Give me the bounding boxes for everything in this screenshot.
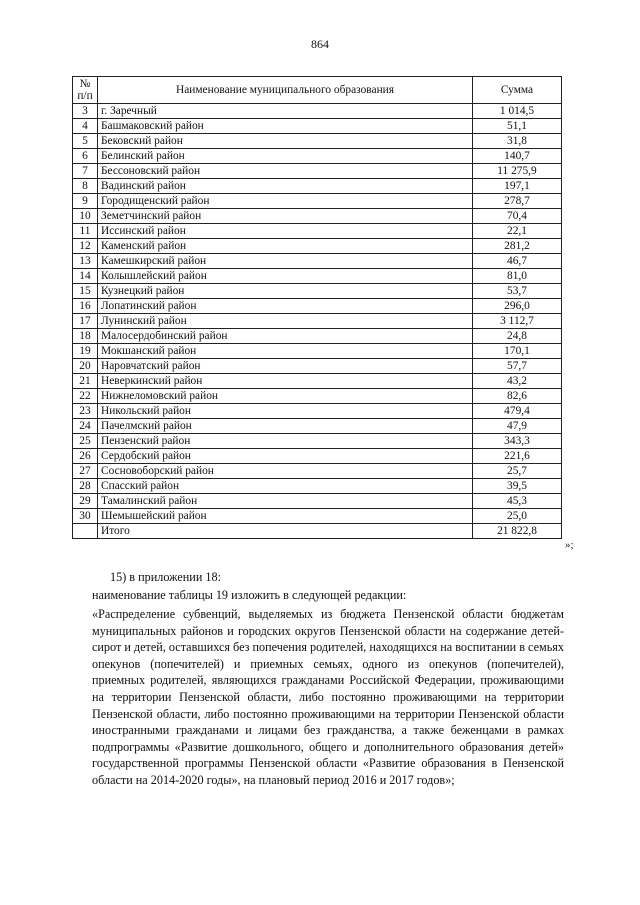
table-row <box>73 284 562 299</box>
row-number: 11 <box>73 224 98 239</box>
table-row <box>73 134 562 149</box>
table-row <box>73 434 562 449</box>
row-number: 3 <box>73 104 98 119</box>
table-row <box>73 314 562 329</box>
item-heading: 15) в приложении 18: <box>110 570 221 584</box>
table-row <box>73 104 562 119</box>
row-number: 29 <box>73 494 98 509</box>
row-sum: 3 112,7 <box>473 314 562 329</box>
row-sum: 31,8 <box>473 134 562 149</box>
municipality-name: Вадинский район <box>98 179 473 194</box>
row-number: 26 <box>73 449 98 464</box>
municipality-name: Малосердобинский район <box>98 329 473 344</box>
table-header-row <box>73 77 562 104</box>
municipality-name: г. Заречный <box>98 104 473 119</box>
row-number: 19 <box>73 344 98 359</box>
row-sum: 197,1 <box>473 179 562 194</box>
table-row <box>73 299 562 314</box>
row-number: 12 <box>73 239 98 254</box>
row-sum: 24,8 <box>473 329 562 344</box>
table-row <box>73 509 562 524</box>
row-sum: 25,7 <box>473 464 562 479</box>
municipality-name: Пензенский район <box>98 434 473 449</box>
municipality-name: Башмаковский район <box>98 119 473 134</box>
municipality-name: Кузнецкий район <box>98 284 473 299</box>
column-header-number: № п/п <box>73 77 98 104</box>
row-number: 27 <box>73 464 98 479</box>
row-sum: 22,1 <box>473 224 562 239</box>
table-row <box>73 449 562 464</box>
row-sum: 81,0 <box>473 269 562 284</box>
table-row <box>73 254 562 269</box>
total-sum: 21 822,8 <box>473 524 562 539</box>
municipality-name: Белинский район <box>98 149 473 164</box>
table-row <box>73 344 562 359</box>
municipality-name: Иссинский район <box>98 224 473 239</box>
table-row <box>73 119 562 134</box>
row-number: 10 <box>73 209 98 224</box>
row-sum: 53,7 <box>473 284 562 299</box>
row-sum: 43,2 <box>473 374 562 389</box>
row-sum: 46,7 <box>473 254 562 269</box>
municipality-name: Тамалинский район <box>98 494 473 509</box>
table-row <box>73 494 562 509</box>
table-body <box>73 104 562 539</box>
row-sum: 11 275,9 <box>473 164 562 179</box>
table-row <box>73 374 562 389</box>
municipality-name: Неверкинский район <box>98 374 473 389</box>
row-number: 8 <box>73 179 98 194</box>
row-number: 28 <box>73 479 98 494</box>
column-header-name: Наименование муниципального образования <box>98 77 473 104</box>
closing-quote-mark: »; <box>565 539 574 551</box>
municipality-name: Шемышейский район <box>98 509 473 524</box>
municipality-name: Никольский район <box>98 404 473 419</box>
row-number: 22 <box>73 389 98 404</box>
row-sum: 170,1 <box>473 344 562 359</box>
municipality-name: Нижнеломовский район <box>98 389 473 404</box>
row-number: 21 <box>73 374 98 389</box>
total-row <box>73 524 562 539</box>
municipality-name: Городищенский район <box>98 194 473 209</box>
row-sum: 281,2 <box>473 239 562 254</box>
table-row <box>73 464 562 479</box>
instruction-text: наименование таблицы 19 изложить в следующей редакции: <box>92 588 407 602</box>
row-sum: 278,7 <box>473 194 562 209</box>
row-sum: 47,9 <box>473 419 562 434</box>
row-number: 4 <box>73 119 98 134</box>
municipality-name: Колышлейский район <box>98 269 473 284</box>
table-row <box>73 209 562 224</box>
row-sum: 57,7 <box>473 359 562 374</box>
row-number: 13 <box>73 254 98 269</box>
row-sum: 140,7 <box>473 149 562 164</box>
table-row <box>73 149 562 164</box>
page-number: 864 <box>311 37 329 51</box>
row-sum: 82,6 <box>473 389 562 404</box>
column-header-sum: Сумма <box>473 77 562 104</box>
subsidy-table <box>72 76 562 539</box>
municipality-name: Сердобский район <box>98 449 473 464</box>
total-number-cell <box>73 524 98 539</box>
municipality-name: Каменский район <box>98 239 473 254</box>
municipality-name: Лопатинский район <box>98 299 473 314</box>
municipality-name: Сосновоборский район <box>98 464 473 479</box>
table-row <box>73 329 562 344</box>
row-number: 23 <box>73 404 98 419</box>
row-sum: 51,1 <box>473 119 562 134</box>
row-number: 16 <box>73 299 98 314</box>
row-number: 20 <box>73 359 98 374</box>
row-sum: 25,0 <box>473 509 562 524</box>
row-number: 9 <box>73 194 98 209</box>
row-sum: 39,5 <box>473 479 562 494</box>
table-row <box>73 479 562 494</box>
row-number: 18 <box>73 329 98 344</box>
row-number: 5 <box>73 134 98 149</box>
table-row <box>73 389 562 404</box>
row-number: 24 <box>73 419 98 434</box>
row-number: 15 <box>73 284 98 299</box>
row-number: 30 <box>73 509 98 524</box>
municipality-name: Пачелмский район <box>98 419 473 434</box>
row-sum: 296,0 <box>473 299 562 314</box>
municipality-name: Камешкирский район <box>98 254 473 269</box>
municipality-name: Бековский район <box>98 134 473 149</box>
quoted-table-title: «Распределение субвенций, выделяемых из бюджета Пензенской области бюджетам муниципальных районов и городских округов Пензенской области на содержание детей-сирот и детей, оставшихся без попечения родителей, находящихся на воспитании в семьях опекунов (попечителей) и приемных семьях, одного из опекунов (попечителей), приемных родителей, являющихся гражданами Российской Федерации, проживающими на территории Пензенской области, либо постоянно проживающими на территории Пензенской области, либо постоянно проживающими на территории Пензенской области иностранными гражданами и лицами без гражданства, а также беженцами в рамках подпрограммы «Развитие дошкольного, общего и дополнительного образования детей» государственной программы Пензенской области «Развитие образования в Пензенской области на 2014-2020 годы», на плановый период 2016 и 2017 годов»; <box>92 607 564 787</box>
table-row <box>73 269 562 284</box>
row-sum: 1 014,5 <box>473 104 562 119</box>
municipality-name: Спасский район <box>98 479 473 494</box>
row-number: 7 <box>73 164 98 179</box>
row-sum: 221,6 <box>473 449 562 464</box>
municipality-name: Мокшанский район <box>98 344 473 359</box>
row-number: 17 <box>73 314 98 329</box>
municipality-name: Лунинский район <box>98 314 473 329</box>
total-label: Итого <box>98 524 473 539</box>
table-row <box>73 419 562 434</box>
table-row <box>73 239 562 254</box>
table-row <box>73 404 562 419</box>
row-number: 6 <box>73 149 98 164</box>
row-sum: 70,4 <box>473 209 562 224</box>
table-row <box>73 224 562 239</box>
municipality-name: Наровчатский район <box>98 359 473 374</box>
row-sum: 479,4 <box>473 404 562 419</box>
municipality-name: Земетчинский район <box>98 209 473 224</box>
table-row <box>73 359 562 374</box>
table-row <box>73 194 562 209</box>
row-number: 25 <box>73 434 98 449</box>
row-sum: 343,3 <box>473 434 562 449</box>
table-row <box>73 179 562 194</box>
row-number: 14 <box>73 269 98 284</box>
row-sum: 45,3 <box>473 494 562 509</box>
municipality-name: Бессоновский район <box>98 164 473 179</box>
table-row <box>73 164 562 179</box>
